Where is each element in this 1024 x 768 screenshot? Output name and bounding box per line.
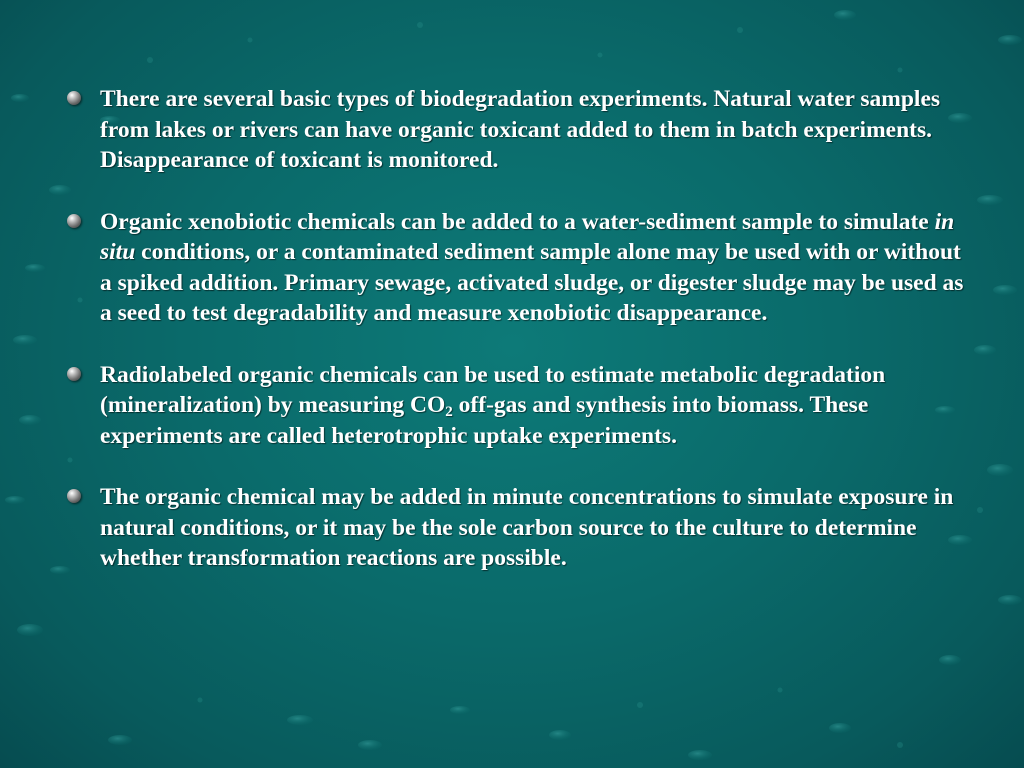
bullet-3-text-end: off-gas and synthesis into biomass. These experiments are called heterotrophic uptake experiments. (100, 392, 869, 449)
bullet-2-italic-term: in situ (100, 208, 955, 265)
bullet-item-4 (64, 482, 974, 574)
sphere-bullet-icon (67, 214, 81, 228)
bullet-item-2 (64, 207, 974, 329)
bullet-2-text-end: conditions, or a contaminated sediment sample alone may be used with or without a spiked addition. Primary sewage, activated sludge, or digester sludge may be used as a seed to test degradability and measure xenobiotic disappearance. (100, 239, 964, 326)
bullet-3-text-start: Radiolabeled organic chemicals can be used to estimate metabolic degradation (mineralization) by measuring CO (100, 361, 886, 418)
bullet-item-1 (64, 84, 974, 176)
bullet-2-text-start: Organic xenobiotic chemicals can be added to a water-sediment sample to simulate (100, 208, 935, 235)
slide-body (64, 84, 974, 605)
bullet-item-3 (64, 360, 974, 452)
sphere-bullet-icon (67, 91, 81, 105)
bullet-1-text: There are several basic types of biodegradation experiments. Natural water samples from lakes or rivers can have organic toxicant added to them in batch experiments. Disappearance of toxicant is monitored. (100, 86, 941, 173)
bullet-4-text: The organic chemical may be added in minute concentrations to simulate exposure in natural conditions, or it may be the sole carbon source to the culture to determine whether transformation reactions are possible. (100, 484, 954, 571)
bullet-3-subscript: 2 (445, 404, 453, 420)
sphere-bullet-icon (67, 367, 81, 381)
sphere-bullet-icon (67, 489, 81, 503)
